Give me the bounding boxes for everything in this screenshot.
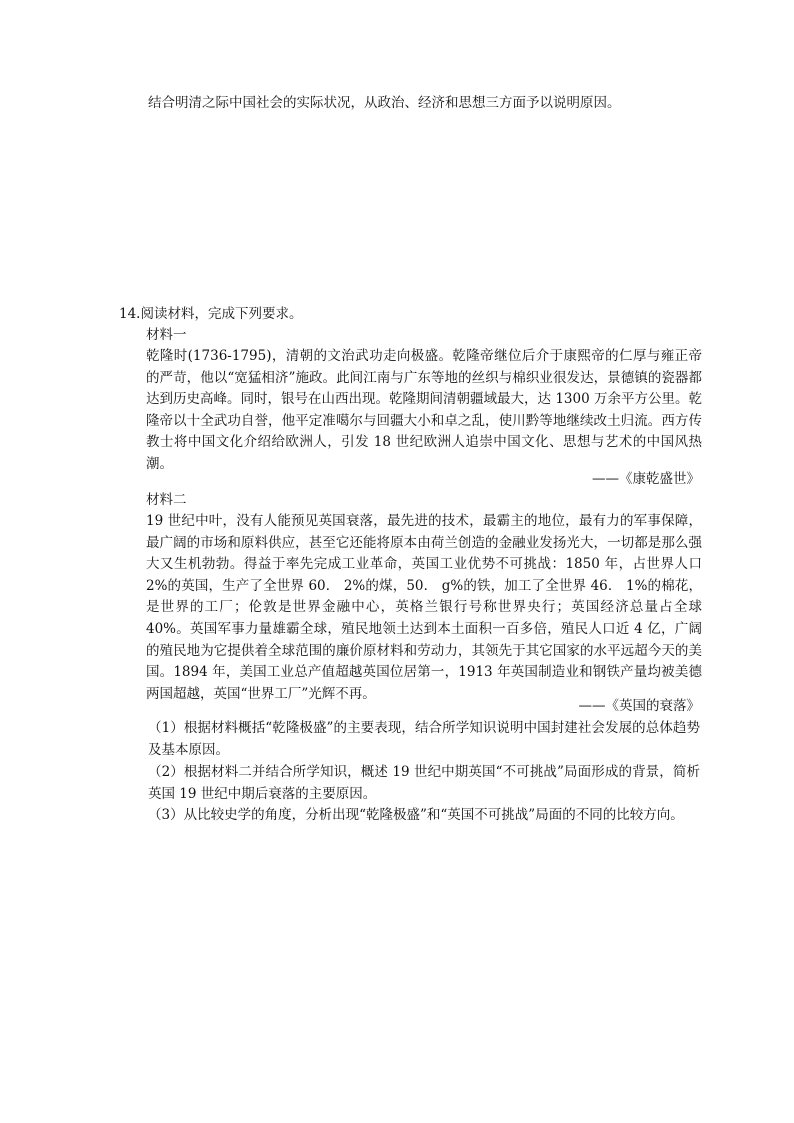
material-2-source: ——《英国的衰落》	[578, 698, 700, 714]
material-1-label: 材料一	[146, 327, 187, 343]
material-2-paragraph: 19 世纪中叶，没有人能预见英国衰落，最先进的技术，最霸主的地位，最有力的军事保障，最广阔的市场和原料供应，甚至它还能将原本由荷兰创造的金融业发扬光大，一切都是那么强大又生机勃勃。得益于率先完成工业革命，英国工业优势不可挑战：1850 年，占世界人口 2%的英国，生产了全世界 60． 2%的煤，50． g%的铁，加工了全世界 46． 1%的棉花，是世界的工厂；伦敦是世界金融中心，英格兰银行号称世界央行；英国经济总量占全球 40%。英国军事力量雄霸全球，殖民地领土达到本土面积一百多倍，殖民人口近 4 亿，广阔的殖民地为它提供着全球范围的廉价原材料和劳动力，其领先于其它国家的水平远超今天的美国。1894 年，美国工业总产值超越英国位居第一，1913 年英国制造业和钢铁产量均被美德两国超越，英国“世界工厂”光辉不再。	[146, 513, 702, 702]
task-3	[148, 805, 700, 827]
material-1-paragraph: 乾隆时(1736-1795)，清朝的文治武功走向极盛。乾隆帝继位后介于康熙帝的仁厚与雍正帝的严苛，他以“宽猛相济”施政。此间江南与广东等地的丝织与棉织业很发达，景德镇的瓷器都达到历史高峰。同时，银号在山西出现。乾隆期间清朝疆域最大，达 1300 万余平方公里。乾隆帝以十全武功自誉，他平定准噶尔与回疆大小和卓之乱，使川黔等地继续改土归流。西方传教士将中国文化介绍给欧洲人，引发 18 世纪欧洲人追崇中国文化、思想与艺术的中国风热潮。	[146, 348, 702, 472]
task-2-text: （2）根据材料二并结合所学知识，概述 19 世纪中期英国“不可挑战”局面形成的背景，简析英国 19 世纪中期后衰落的主要原因。	[148, 764, 700, 802]
material-2-text	[146, 511, 702, 705]
material-1-source: ——《康乾盛世》	[592, 471, 700, 487]
material-1-text	[146, 346, 702, 476]
task-1-text: （1）根据材料概括“乾隆极盛”的主要表现，结合所学知识说明中国封建社会发展的总体趋势及基本原因。	[148, 720, 700, 758]
material-2-label: 材料二	[146, 492, 187, 508]
question-14-prompt: 14.阅读材料，完成下列要求。	[119, 306, 303, 322]
task-3-text: （3）从比较史学的角度，分析出现“乾隆极盛”和“英国不可挑战”局面的不同的比较方向。	[148, 807, 684, 823]
task-2	[148, 762, 700, 805]
task-1	[148, 718, 700, 761]
intro-question-text: 结合明清之际中国社会的实际状况，从政治、经济和思想三方面予以说明原因。	[148, 95, 621, 111]
